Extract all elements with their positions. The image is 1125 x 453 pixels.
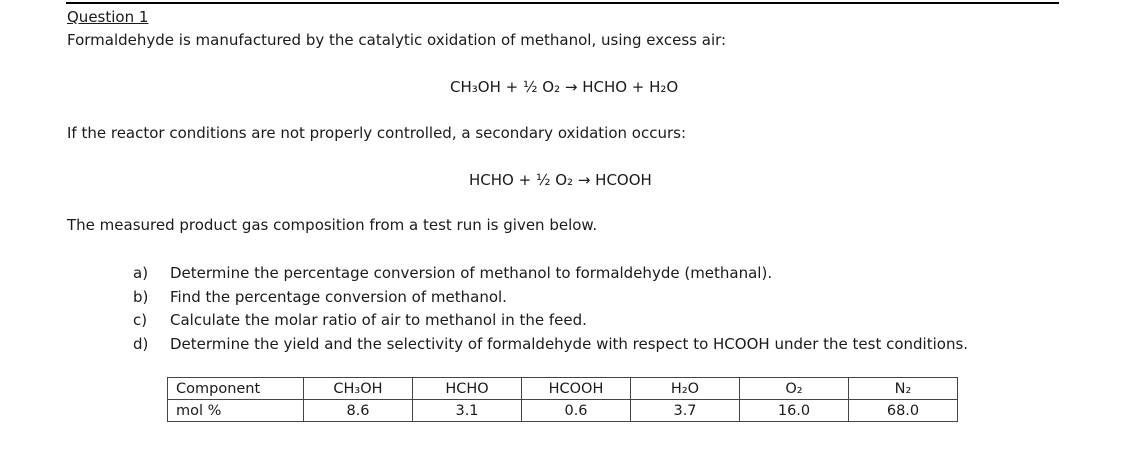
- intro-text: Formaldehyde is manufactured by the catalytic oxidation of methanol, using excess air:: [67, 31, 727, 49]
- table-cell: 8.6: [304, 400, 413, 422]
- secondary-text: If the reactor conditions are not properly controlled, a secondary oxidation occurs:: [67, 124, 687, 142]
- task-text: Calculate the molar ratio of air to methanol in the feed.: [170, 311, 587, 329]
- composition-text: The measured product gas composition from a test run is given below.: [67, 216, 598, 234]
- table-header-cell: HCOOH: [522, 378, 631, 400]
- task-marker: c): [133, 311, 148, 329]
- table-header-cell: H₂O: [631, 378, 740, 400]
- question-title: Question 1: [67, 8, 149, 26]
- task-marker: d): [133, 334, 149, 353]
- task-item: [133, 286, 968, 310]
- table-cell: 68.0: [849, 400, 958, 422]
- task-item: [133, 309, 968, 333]
- task-marker: b): [133, 287, 149, 306]
- table-cell: 3.1: [413, 400, 522, 422]
- task-text: Find the percentage conversion of methanol.: [170, 287, 507, 306]
- table-cell: 0.6: [522, 400, 631, 422]
- table-header-cell: N₂: [849, 378, 958, 400]
- table-header-cell: Component: [168, 378, 304, 400]
- task-marker: a): [133, 264, 149, 282]
- task-item: [133, 262, 968, 286]
- table-row-label: mol %: [168, 400, 304, 422]
- task-item: [133, 333, 968, 357]
- table-header-row: [168, 378, 958, 400]
- table-cell: 3.7: [631, 400, 740, 422]
- table-cell: 16.0: [740, 400, 849, 422]
- table-row: [168, 400, 958, 422]
- composition-table: [167, 377, 958, 422]
- table-header-cell: O₂: [740, 378, 849, 400]
- equation-secondary: HCHO + ½ O₂ → HCOOH: [469, 171, 652, 189]
- equation-primary: CH₃OH + ½ O₂ → HCHO + H₂O: [450, 78, 679, 96]
- table-header-cell: HCHO: [413, 378, 522, 400]
- task-list: [133, 262, 968, 356]
- task-text: Determine the percentage conversion of methanol to formaldehyde (methanal).: [170, 264, 773, 282]
- top-rule: [66, 2, 1059, 4]
- task-text: Determine the yield and the selectivity of formaldehyde with respect to HCOOH under the test conditions.: [170, 334, 969, 353]
- table-header-cell: CH₃OH: [304, 378, 413, 400]
